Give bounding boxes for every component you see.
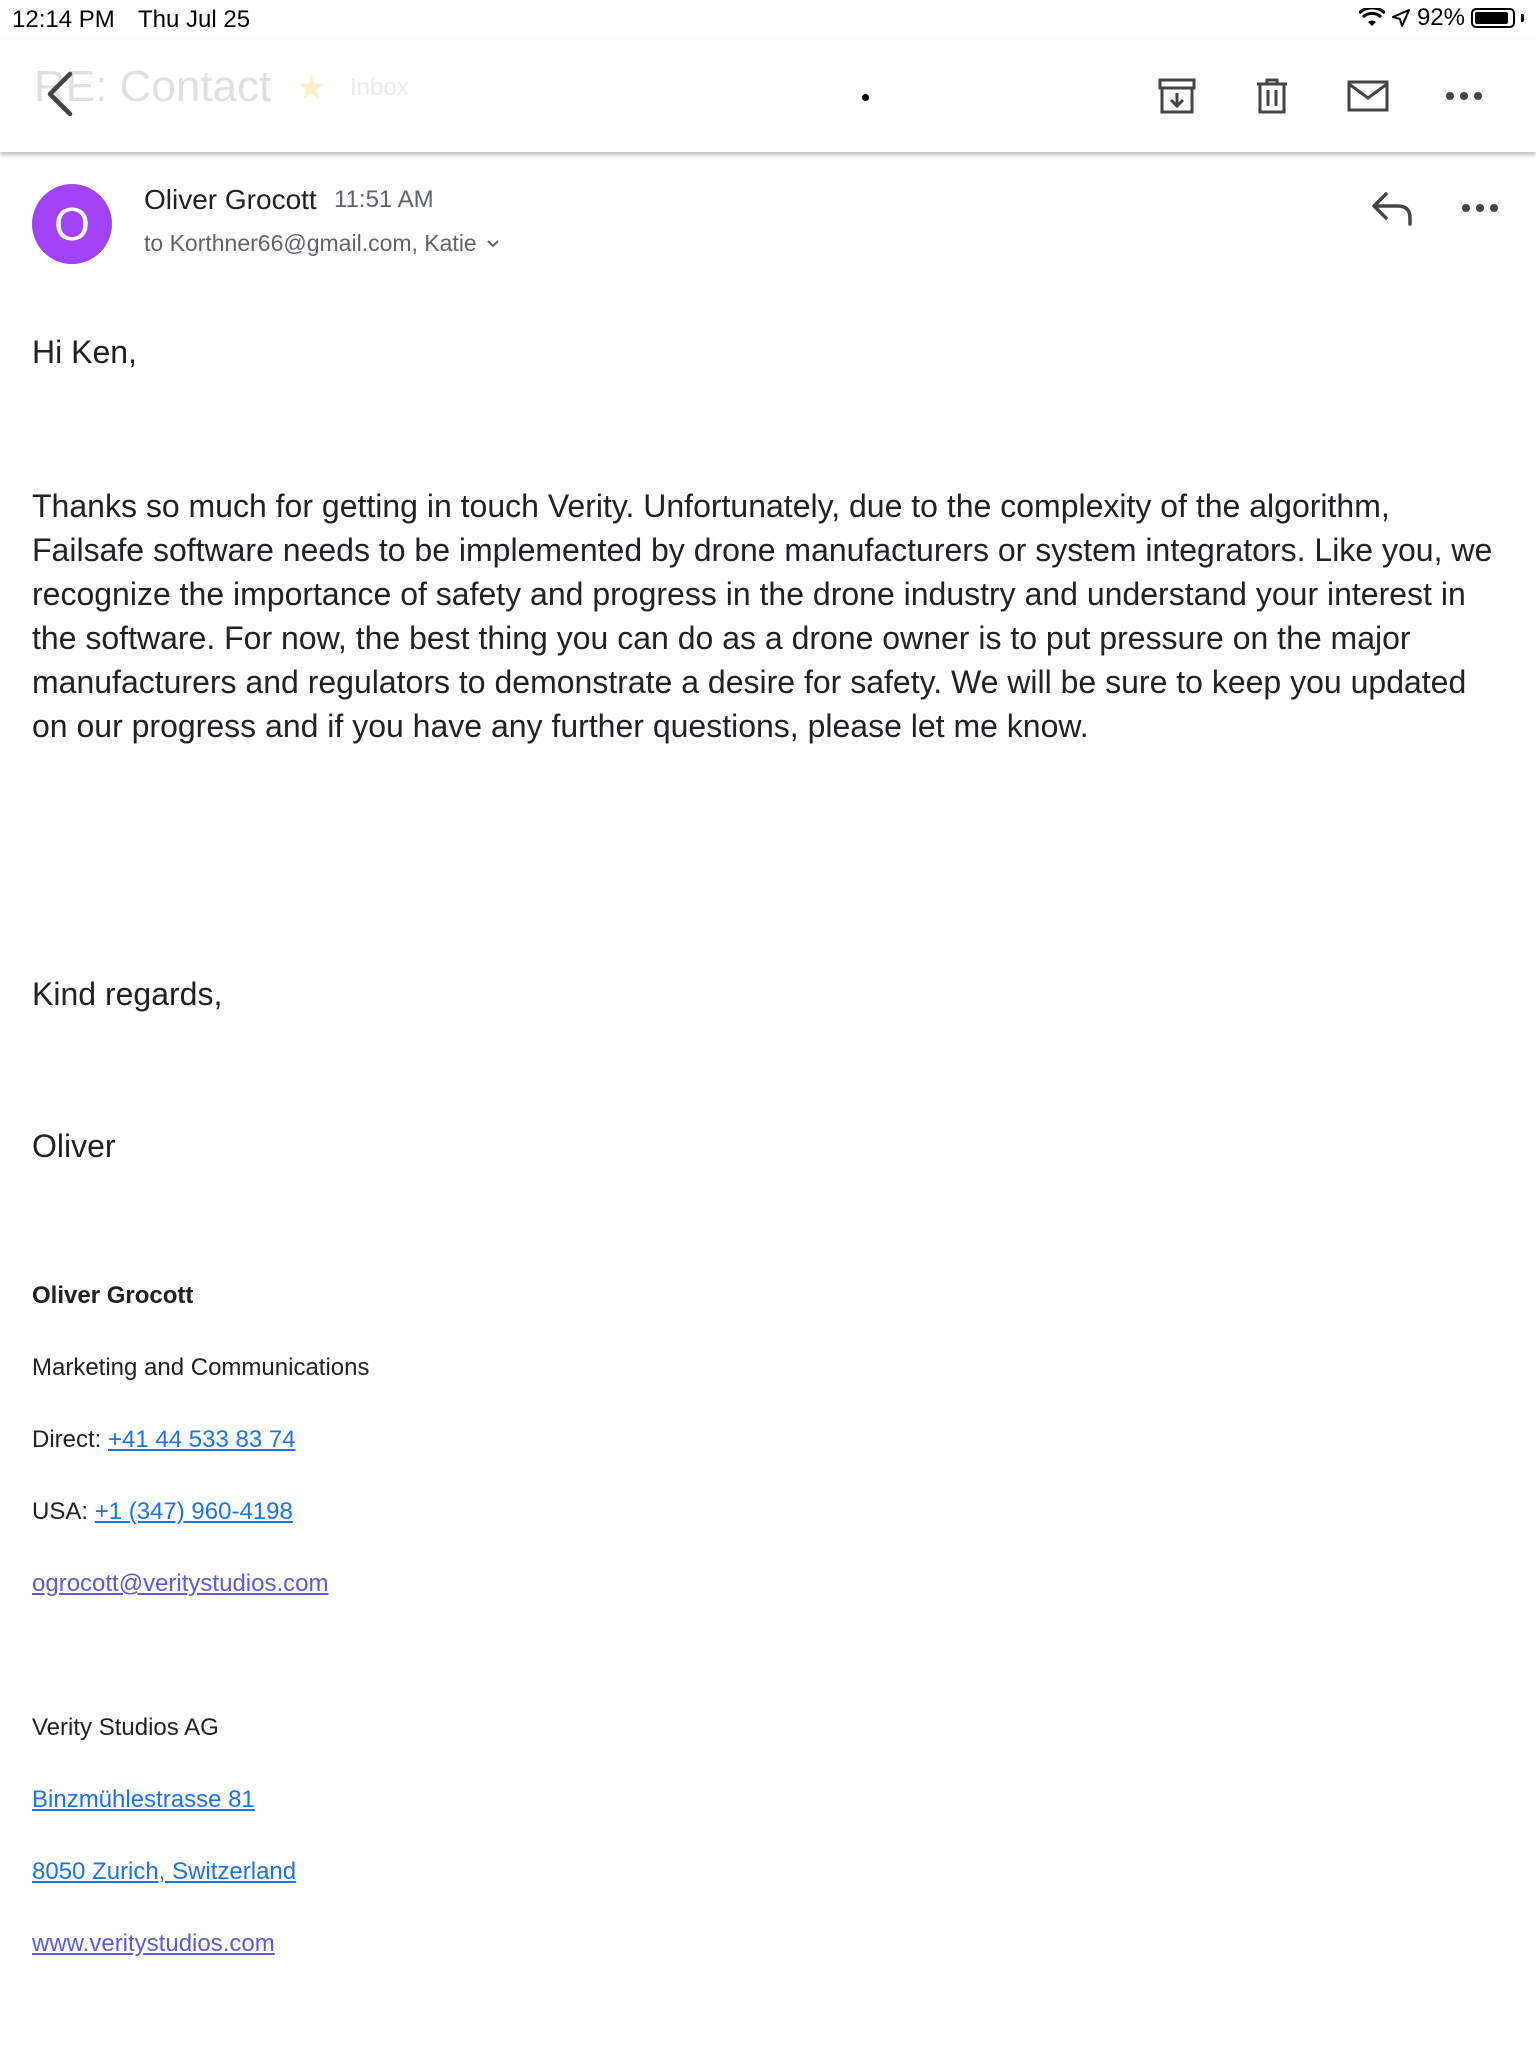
inbox-label: Inbox [350, 74, 409, 101]
signature-usa [32, 1498, 293, 1526]
signature-title: Marketing and Communications [32, 1354, 370, 1381]
recipients-toggle[interactable] [144, 230, 501, 257]
more-horizontal-icon [1444, 90, 1484, 102]
battery-percent: 92% [1416, 4, 1465, 31]
greeting: Hi Ken, [32, 334, 137, 370]
body-paragraph: Thanks so much for getting in touch Verity. Unfortunately, due to the complexity of the algorithm, Failsafe software needs to be implemented by drone manufacturers or system integrators. Like you, we recognize the importance of safety and progress in the drone industry and understand your interest in the software. For now, the best thing you can do as a drone owner is to put pressure on the major manufacturers and regulators to demonstrate a desire for safety. We will be sure to keep you updated on our progress and if you have any further questions, please let me know. [32, 488, 1493, 744]
status-bar [0, 0, 1536, 40]
sender-name[interactable]: Oliver Grocott [144, 184, 317, 215]
closing: Kind regards, [32, 976, 223, 1012]
chevron-down-icon [485, 238, 501, 250]
mark-unread-button[interactable] [1346, 74, 1390, 118]
city-link[interactable]: 8050 Zurich, Switzerland [32, 1858, 297, 1885]
status-time: 12:14 PM [12, 6, 115, 33]
reply-icon[interactable] [1370, 188, 1416, 228]
street-link[interactable]: Binzmühlestrasse 81 [32, 1786, 255, 1813]
archive-icon [1157, 76, 1197, 116]
archive-button[interactable] [1155, 74, 1199, 118]
battery-icon [1471, 8, 1515, 28]
direct-label: Direct: [32, 1426, 102, 1453]
company-name: Verity Studios AG [32, 1714, 219, 1741]
website-link[interactable]: www.veritystudios.com [32, 1930, 275, 1957]
trash-icon [1252, 76, 1292, 116]
email-link[interactable]: ogrocott@veritystudios.com [32, 1570, 329, 1597]
location-arrow-icon [1391, 8, 1411, 28]
signature-name: Oliver Grocott [32, 1282, 194, 1309]
scrolled-subject: RE: Contact [34, 62, 272, 111]
drag-handle-dot [862, 94, 869, 101]
message-time: 11:51 AM [334, 186, 434, 213]
sign-name: Oliver [32, 1128, 116, 1164]
battery-fill [1475, 12, 1508, 24]
avatar[interactable]: O [32, 184, 112, 264]
status-right [1359, 4, 1524, 32]
delete-button[interactable] [1250, 74, 1294, 118]
message-toolbar [0, 40, 1536, 152]
recipients-text: to Korthner66@gmail.com, Katie [144, 230, 477, 256]
wifi-icon [1359, 8, 1385, 28]
message-header [0, 152, 1536, 292]
mail-icon [1346, 78, 1390, 114]
usa-phone-link[interactable]: +1 (347) 960-4198 [94, 1498, 293, 1525]
message-more-icon[interactable] [1460, 200, 1500, 216]
direct-phone-link[interactable]: +41 44 533 83 74 [108, 1426, 296, 1453]
status-date: Thu Jul 25 [138, 6, 251, 33]
importance-icon: ★ [296, 69, 327, 107]
signature-direct [32, 1426, 296, 1454]
back-arrow-icon[interactable] [40, 68, 84, 120]
battery-tip [1521, 14, 1524, 22]
usa-label: USA: [32, 1498, 89, 1525]
toolbar-more-button[interactable] [1442, 74, 1486, 118]
